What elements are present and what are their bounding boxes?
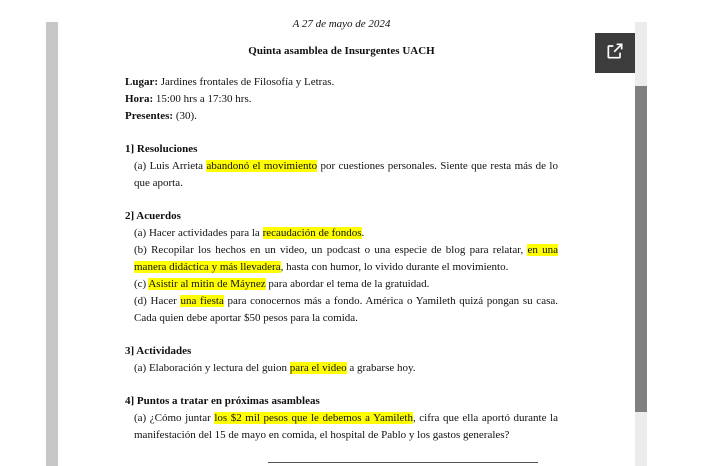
open-in-new-icon [605,41,625,66]
highlighted-text: abandonó el movimiento [206,160,318,172]
list-item [125,225,558,242]
list-item [125,360,558,377]
highlighted-text: los $2 mil pesos que le debemos a Yamileth [214,412,413,424]
meta-hora [125,91,558,108]
section-puntos [125,393,558,444]
list-item [125,276,558,293]
document-title: Quinta asamblea de Insurgentes UACH [248,45,435,57]
highlighted-text: para el video [289,362,347,374]
highlighted-text: en una manera didáctica y más llevadera [134,244,559,273]
section-heading: 3] Actividades [125,345,192,357]
item-text: por cuestiones personales. Siente que resta más de lo que aporta. [134,160,558,189]
item-text: (b) Recopilar los hechos en un video, un podcast o una especie de blog para relatar, [134,244,528,256]
meta-lugar-label: Lugar: [125,76,158,88]
meta-hora-value: 15:00 hrs a 17:30 hrs. [153,93,252,105]
section-heading: 2] Acuerdos [125,210,181,222]
section-heading: 1] Resoluciones [125,143,198,155]
list-item [125,293,558,327]
meta-lugar [125,74,558,91]
page-rule [268,462,538,463]
section-acuerdos [125,208,558,327]
open-in-new-button[interactable] [595,33,635,73]
item-text: , cifra que ella aportó durante la manifestación del 15 de mayo en comida, el hospital de Pablo y los gastos generales? [134,412,558,441]
item-text: . [361,227,365,239]
item-text: (a) ¿Cómo juntar [134,412,215,424]
item-text: (c) [134,278,149,290]
section-resoluciones [125,141,558,192]
highlighted-text: recaudación de fondos [262,227,362,239]
item-text: (a) Hacer actividades para la [134,227,263,239]
item-text: a grabarse hoy. [346,362,416,374]
section-heading: 4] Puntos a tratar en próximas asambleas [125,395,320,407]
document-body [125,16,558,444]
item-text: para conocernos más a fondo. América o Yamileth quizá pongan su casa. Cada quien debe aportar $50 pesos para la comida. [134,295,558,324]
list-item [125,242,558,276]
meta-hora-label: Hora: [125,93,154,105]
scrollbar-thumb[interactable] [635,86,647,412]
item-text: (a) Luis Arrieta [134,160,207,172]
meta-presentes-value: (30). [173,110,197,122]
list-item [125,158,558,192]
section-actividades [125,343,558,377]
highlighted-text: Asistir al mitin de Máynez [148,278,266,290]
meta-lugar-value: Jardines frontales de Filosofía y Letras. [158,76,335,88]
document-date: A 27 de mayo de 2024 [292,18,391,30]
item-text: (d) Hacer [134,295,181,307]
item-text: , hasta con humor, lo vivido durante el movimiento. [280,261,509,273]
meta-presentes [125,108,558,125]
meta-presentes-label: Presentes: [125,110,174,122]
viewer-left-gutter [46,22,58,466]
item-text: para abordar el tema de la gratuidad. [265,278,430,290]
list-item [125,410,558,444]
document-page [58,0,635,466]
item-text: (a) Elaboración y lectura del guion [134,362,290,374]
highlighted-text: una fiesta [180,295,224,307]
